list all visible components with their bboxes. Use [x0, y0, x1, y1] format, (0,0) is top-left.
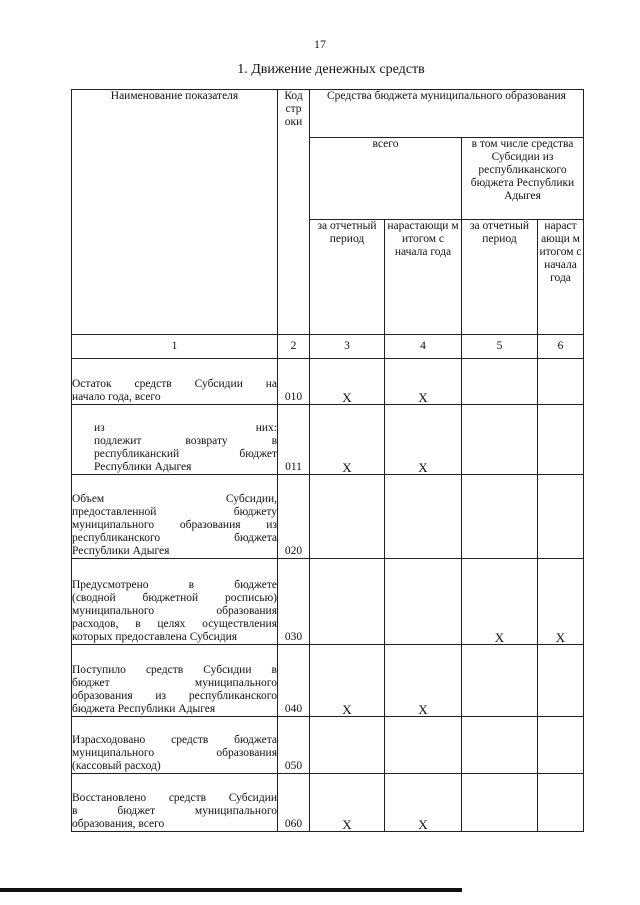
row-value-c4: Х	[385, 359, 462, 405]
row-value-c3	[310, 475, 385, 559]
column-number: 3	[310, 335, 385, 359]
column-number: 6	[538, 335, 584, 359]
row-value-c5	[462, 774, 538, 832]
header-total: всего	[310, 138, 462, 220]
row-indicator-line: Израсходовано средств бюджета	[72, 734, 277, 746]
row-value-c6: Х	[538, 559, 584, 645]
page-bottom-rule	[0, 888, 462, 892]
row-indicator-line: предоставленной бюджету	[72, 506, 277, 518]
row-indicator-line: муниципального образования	[72, 747, 277, 759]
table-row	[72, 717, 584, 774]
row-indicator-line: республиканский бюджет	[94, 448, 277, 460]
row-value-c3	[310, 559, 385, 645]
header-reporting-period-subsidy: за отчетный период	[462, 220, 538, 335]
row-indicator-line: бюджета Республики Адыгея	[72, 703, 216, 715]
header-municipal-budget: Средства бюджета муниципального образования	[310, 90, 584, 138]
row-value-c6	[538, 475, 584, 559]
row-value-c3: Х	[310, 405, 385, 475]
row-indicator-line: муниципального образования из	[72, 519, 277, 531]
header-subsidy-funds: в том числе средства Субсидии из республиканского бюджета Республики Адыгея	[462, 138, 584, 220]
row-indicator-name	[72, 475, 278, 559]
row-indicator-line: образования, всего	[72, 818, 165, 830]
row-indicator-line: образования из республиканского	[72, 690, 277, 702]
table-row	[72, 774, 584, 832]
row-value-c5: Х	[462, 559, 538, 645]
cash-flow-table	[71, 89, 584, 832]
row-indicator-line: Остаток средств Субсидии на	[72, 378, 277, 390]
row-indicator-line: Восстановлено средств Субсидии	[72, 792, 277, 804]
header-indicator-name: Наименование показателя	[72, 90, 278, 335]
row-value-c5	[462, 717, 538, 774]
row-value-c3: Х	[310, 774, 385, 832]
row-indicator-line: расходов, в целях осуществления	[72, 618, 277, 630]
row-value-c4: Х	[385, 645, 462, 717]
row-value-c6	[538, 645, 584, 717]
row-value-c4: Х	[385, 774, 462, 832]
row-line-code: 040	[278, 645, 310, 717]
column-number: 1	[72, 335, 278, 359]
row-indicator-name	[72, 405, 278, 475]
row-indicator-line: Поступило средств Субсидии в	[72, 664, 277, 676]
row-indicator-line: в бюджет муниципального	[72, 805, 277, 817]
row-line-code: 060	[278, 774, 310, 832]
row-value-c4: Х	[385, 405, 462, 475]
row-value-c5	[462, 475, 538, 559]
row-line-code: 010	[278, 359, 310, 405]
row-indicator-name	[72, 559, 278, 645]
header-line-code: Код стр оки	[278, 90, 310, 335]
row-indicator-line: начало года, всего	[72, 391, 161, 403]
table-row	[72, 405, 584, 475]
row-indicator-line: которых предоставлена Субсидия	[72, 631, 238, 643]
row-line-code: 030	[278, 559, 310, 645]
row-indicator-name	[72, 645, 278, 717]
page-number: 17	[314, 37, 326, 51]
row-value-c4	[385, 559, 462, 645]
header-cumulative-subsidy: нараст ающи м итогом с начала года	[538, 220, 584, 335]
row-indicator-line: из них:	[94, 422, 277, 434]
row-indicator-name	[72, 717, 278, 774]
row-indicator-name	[72, 359, 278, 405]
row-indicator-line: (кассовый расход)	[72, 760, 161, 772]
row-line-code: 011	[278, 405, 310, 475]
row-value-c6	[538, 359, 584, 405]
row-indicator-line: (сводной бюджетной росписью)	[72, 592, 277, 604]
row-indicator-line: Республики Адыгея	[94, 461, 192, 473]
table-row	[72, 559, 584, 645]
table-row	[72, 359, 584, 405]
column-number: 5	[462, 335, 538, 359]
row-value-c5	[462, 405, 538, 475]
row-value-c4	[385, 475, 462, 559]
row-value-c6	[538, 717, 584, 774]
column-number: 2	[278, 335, 310, 359]
header-cumulative-total: нарастающи м итогом с начала года	[385, 220, 462, 335]
row-indicator-line: Республики Адыгея	[72, 545, 170, 557]
row-value-c3: Х	[310, 359, 385, 405]
row-indicator-line: подлежит возврату в	[94, 435, 277, 447]
row-value-c3	[310, 717, 385, 774]
row-indicator-line: Объем Субсидии,	[72, 493, 277, 505]
row-value-c5	[462, 359, 538, 405]
table-body	[72, 359, 584, 832]
table-row	[72, 645, 584, 717]
row-value-c6	[538, 405, 584, 475]
row-indicator-line: республиканского бюджета	[72, 532, 277, 544]
table-row	[72, 475, 584, 559]
row-line-code: 020	[278, 475, 310, 559]
column-number-row	[72, 335, 584, 359]
row-indicator-line: Предусмотрено в бюджете	[72, 579, 277, 591]
row-indicator-line: муниципального образования	[72, 605, 277, 617]
row-indicator-line: бюджет муниципального	[72, 677, 277, 689]
document-title: 1. Движение денежных средств	[237, 62, 425, 77]
header-reporting-period-total: за отчетный период	[310, 220, 385, 335]
row-value-c5	[462, 645, 538, 717]
column-number: 4	[385, 335, 462, 359]
row-value-c6	[538, 774, 584, 832]
row-indicator-name	[72, 774, 278, 832]
row-line-code: 050	[278, 717, 310, 774]
row-value-c3: Х	[310, 645, 385, 717]
row-value-c4	[385, 717, 462, 774]
